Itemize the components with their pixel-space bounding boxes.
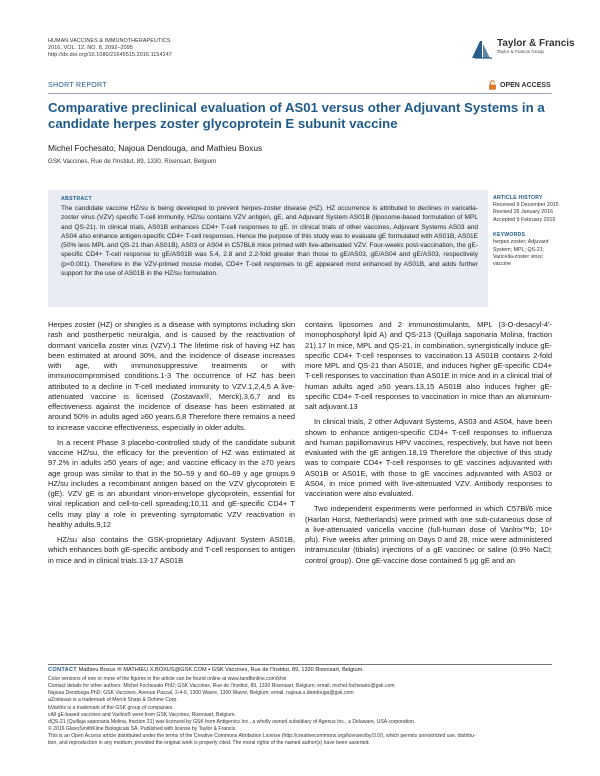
footnote-item: cAll gE-based vaccines and Varilrix® were from GSK Vaccines, Rixensart, Belgium.	[48, 711, 236, 718]
open-access-badge	[488, 80, 551, 90]
history-received: Received 9 December 2015	[493, 202, 559, 208]
body-paragraph: contains liposomes and 2 immunostimulants, MPL (3-O-desacyl-4'-monophosphoryl lipid A) and QS-213 (Quillaja saponaria Molina, fraction 21).17 In mice, MPL and QS-21, in combination, synergistically induce gE-specific CD4+ T-cell responses to vaccination.13 AS01B contains 2-fold more MPL and QS-21 than AS01E, and induces higher gE-specific CD4+ T-cell responses to vaccination than AS01E in mice and in a clinical trial of human adults aged ≥50 years.13,15 AS01B also induces higher gE-specific CD4+ T-cell responses to vaccination in mice than an aluminum-salt adjuvant.13	[305, 320, 552, 411]
footnote-item: aZostavax is a trademark of Merck Sharp & Dohme Corp.	[48, 697, 178, 704]
open-lock-icon	[488, 80, 497, 90]
body-paragraph: Herpes zoster (HZ) or shingles is a disease with symptoms including skin rash and postherpetic neuralgia, and is caused by the reactivation of dormant varicella zoster virus (VZV).1 The lifetime risk of having HZ has been estimated at around 30%, and the incidence of disease increases with age, with immunosuppressive treatments or with immunocompromised conditions.1-3 The occurrence of HZ has been attributed to a decline in T-cell mediated immunity to VZV.1,2,4,5 A live-attenuated vaccine is licensed (Zostavax®, Merck),3,6,7 and its effectiveness against the incidence of disease has been estimated at around 50% in adults aged ≥60 years.6,8 Therefore there remains a need to increase vaccine effectiveness, especially in older adults.	[48, 320, 295, 432]
article-sidebar	[493, 195, 561, 269]
footnotes	[48, 676, 556, 748]
footnote-item: tion, and reproduction in any medium, provided the original work is properly cited. The moral rights of the named author(s) have been asserted.	[48, 740, 370, 747]
article-title: Comparative preclinical evaluation of AS01 versus other Adjuvant Systems in a candidate herpes zoster glycoprotein E subunit vaccine	[48, 100, 545, 131]
history-accepted: Accepted 9 February 2016	[493, 216, 556, 223]
history-heading: ARTICLE HISTORY	[493, 195, 543, 201]
journal-issue: 2016, VOL. 12, NO. 8, 2092–2095	[48, 45, 133, 52]
contact-label: CONTACT	[48, 667, 78, 673]
header-divider	[48, 93, 552, 94]
body-column-left	[48, 320, 295, 566]
publisher-logo	[470, 38, 575, 60]
body-column-right	[305, 320, 552, 566]
contact-text: Mathieu Boxus ✉ MATHIEU.X.BOXUS@GSK.COM ▪ GSK Vaccines, Rue de l'Institut, 89, 1330 Rixensart, Belgium.	[78, 667, 364, 673]
journal-doi[interactable]: http://dx.doi.org/10.1080/21645515.2016.1154247	[48, 52, 172, 59]
footnote-item: Contact details for other authors: Michel Fochesato PhD; GSK Vaccines, Rue de l'Institut, 89, 1330 Rixensart, Belgium; email, michel.fochesato@gsk.com	[48, 683, 395, 690]
body-paragraph: Two independent experiments were performed in which C57Bl/6 mice (Harlan Horst, Netherlands) were primed with one sub-cutaneous dose of a live-attenuated varicella vaccine (full-human dose of Varilrix™b; 10⁴ pfu). Five weeks after priming on Days 0 and 28, mice were administered intramuscular (tibialis) injections of a gE vaccinec or saline (0.9% NaCl; control group). One gE-vaccine dose contained 5 μg gE and an	[305, 504, 552, 565]
footnote-item: This is an Open Access article distributed under the terms of the Creative Commons Attribution License (http://creativecommons.org/licenses/by/3.0/), which permits unrestricted use, distribu-	[48, 733, 476, 740]
history-revised: Revised 26 January 2016	[493, 209, 554, 216]
affiliation: GSK Vaccines, Rue de l'Institut, 89, 1330, Rixensart, Belgium	[48, 158, 217, 165]
contact-line	[48, 667, 364, 673]
abstract-text: The candidate vaccine HZ/su is being developed to prevent herpes-zoster disease (HZ). HZ occurrence is attributed to declines in varicella-zoster virus (VZV) specific T-cell immunity. HZ/su contains VZV antigen, gE, and Adjuvant System AS01B (liposome-based formulation of MPL and QS-21). In clinical trials, AS01B enhances CD4+ T-cell responses to gE. In clinical trials of other vaccines, Adjuvant Systems AS03 and AS04 also enhance antigen-specific CD4+ T-cell responses. Hence the purpose of this study was to evaluate gE formulated with AS01B, AS01E (50% less MPL and QS-21 than AS01B), AS03 or AS04 in C57BL6 mice primed with live-attenuated VZV. Four-weeks post-vaccination, the gE-specific CD4+ T-cell response to gE/AS01B was 5.4, 2.8 and 2.2-fold greater than those to gE/AS03, gE/AS04 and gE/AS03, respectively (p<0.001). Therefore in the VZV-primed mouse model, CD4+ T-cell responses to gE appeared most enhanced by AS01B, and adds further support for the use of AS01B in the HZ/su formulation.	[61, 205, 478, 278]
body-paragraph: In a recent Phase 3 placebo-controlled study of the candidate subunit vaccine HZ/su, the efficacy for the prevention of HZ was estimated at 97.2% in adults ≥50 years of age; and vaccine efficacy in the ≥70 years age group was similar to that in the 50–59 y and 60–69 y age groups.9 HZ/su includes a recombinant antigen based on the VZV glycoprotein E (gE). VZV gE is an abundant virion-envelope glycoprotein, essential for viral replication and cell-to-cell spreading;10,11 and gE-specific CD4+ T cells may play a role in preventing symptomatic VZV reactivation in healthy adults.9,12	[48, 437, 295, 529]
abstract-box	[48, 190, 488, 307]
abstract-heading: ABSTRACT	[61, 196, 92, 202]
journal-header	[48, 38, 172, 60]
publisher-mark-icon	[470, 38, 494, 60]
body-paragraph: In clinical trials, 2 other Adjuvant Systems, AS03 and AS04, have been shown to enhance antigen-specific CD4+ T-cell responses to influenza and human papillomavirus HPV vaccines, respectively, but have not been evaluated with the gE antigen.18,19 Therefore the objective of this study was to compare CD4+ T-cell responses to gE vaccines adjuvanted with AS01B or AS01E, with those to gE vaccines adjuvanted with AS03 or AS04, in mice primed with live-attenuated VZV. Antibody responses to vaccination were also evaluated.	[305, 417, 552, 498]
authors: Michel Fochesato, Najoua Dendouga, and Mathieu Boxus	[48, 143, 263, 153]
footnote-item: © 2016 GlaxoSmithKline Biologicals SA. Published with license by Taylor & Francis.	[48, 726, 237, 733]
footnote-item: Najoua Dendouga PhD; GSK Vaccines, Avenue Pascal, 2-4-6, 1300 Wavre, 1300 Wavre, Belgium; email, najoua.x.dendouga@gsk.com	[48, 690, 354, 697]
keywords-heading: KEYWORDS	[493, 232, 526, 239]
publisher-name: Taylor & Francis	[497, 38, 575, 49]
keywords-text: herpes zoster; Adjuvant System; MPL; QS-21; Varicella-zoster virus; vaccine	[493, 239, 549, 268]
open-access-label: OPEN ACCESS	[500, 81, 551, 89]
footnote-divider	[48, 664, 552, 665]
footnote-item: Color versions of one or more of the figures in the article can be found online at www.tandfonline.com/khvi	[48, 676, 287, 682]
publisher-sub: Taylor & Francis Group	[497, 49, 544, 54]
footnote-item: dQS-21 (Quillaja saponaria Molina, fraction 21) was licensed by GSK from Antigenics Inc., a wholly owned subsidiary of Agenus Inc., a Delaware, USA corporation.	[48, 718, 416, 725]
footnote-item: bVarilrix is a trademark of the GSK group of companies.	[48, 704, 174, 711]
journal-name: HUMAN VACCINES & IMMUNOTHERAPEUTICS	[48, 38, 171, 44]
history-list	[493, 202, 561, 224]
body-paragraph: HZ/su also contains the GSK-proprietary Adjuvant System AS01B, which enhances both gE-specific antibody and T-cell responses to antigen in mice and in clinical trials.13-17 AS01B	[48, 535, 295, 565]
article-type: SHORT REPORT	[48, 82, 107, 89]
